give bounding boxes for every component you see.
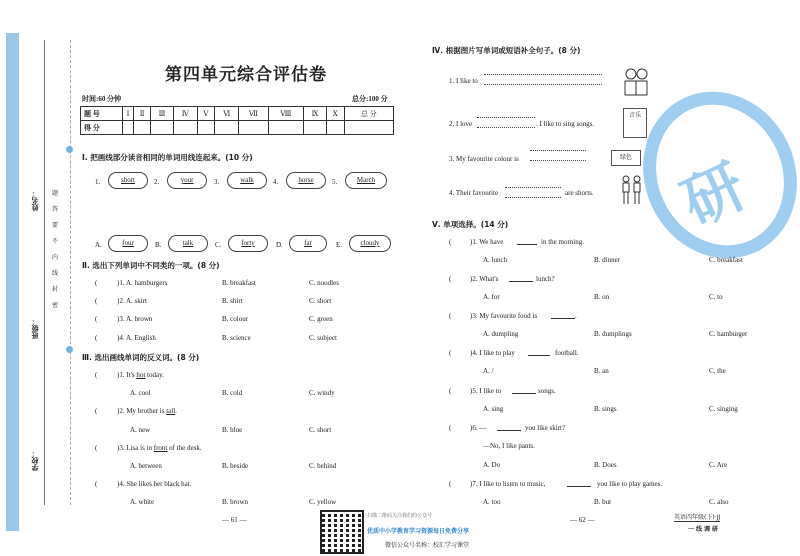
match-word-cloud[interactable]: talk xyxy=(168,235,208,252)
match-word-cloud[interactable]: forty xyxy=(228,235,268,252)
option-a: A. cool xyxy=(130,389,151,397)
match-num: 4. xyxy=(273,178,279,186)
match-letter: B. xyxy=(155,241,162,249)
answer-paren[interactable]: ( xyxy=(449,275,452,283)
total-label: 总分:100 分 xyxy=(352,95,388,103)
question-text: )2. What's xyxy=(470,275,499,283)
option-c: C. short xyxy=(309,297,332,305)
option-c: C. singing xyxy=(709,405,738,413)
answer-blank[interactable] xyxy=(567,478,591,487)
answer-paren[interactable]: ( xyxy=(95,371,98,379)
green-card-picture: 绿色 xyxy=(611,150,641,166)
option-c: C. the xyxy=(709,367,726,375)
q4-4-blank[interactable] xyxy=(505,187,561,198)
option-a: A. / xyxy=(483,367,494,375)
question-text: )2. My brother is tall. xyxy=(117,407,177,415)
answer-paren[interactable]: ( xyxy=(95,334,98,342)
option-b: B. dumplings xyxy=(594,330,632,338)
page-title: 第四单元综合评估卷 xyxy=(165,65,327,85)
name-label: 姓名： xyxy=(31,190,39,211)
q4-4-text: 4. Their favourite xyxy=(449,189,499,197)
score-table xyxy=(80,106,394,135)
option-b: B. dinner xyxy=(594,256,621,264)
answer-paren[interactable]: ( xyxy=(95,297,98,305)
score-header: Ⅷ xyxy=(268,107,303,121)
match-word-cloud[interactable]: four xyxy=(108,235,148,252)
seal-char: 答 xyxy=(52,207,59,213)
seal-char: 要 xyxy=(52,223,59,229)
question-text-b: . xyxy=(575,312,577,320)
answer-paren[interactable]: ( xyxy=(95,407,98,415)
option-c: C. also xyxy=(709,498,729,506)
seal-char: 封 xyxy=(52,287,59,293)
research-stamp: 研 xyxy=(616,66,800,283)
match-num: 3. xyxy=(214,178,220,186)
option-a: A. new xyxy=(130,426,151,434)
q4-3-blank[interactable] xyxy=(530,150,586,161)
bullet-dot xyxy=(66,346,73,353)
answer-paren[interactable]: ( xyxy=(449,238,452,246)
wechat-text: 微信公众号名称：校汇学习课堂 xyxy=(385,542,470,549)
question-text: )6. — xyxy=(470,424,487,432)
option-b: B. blue xyxy=(222,426,243,434)
match-word-cloud[interactable]: cloudy xyxy=(349,235,391,252)
option-b: B. but xyxy=(594,498,612,506)
answer-paren[interactable]: ( xyxy=(95,480,98,488)
option-b: B. an xyxy=(594,367,609,375)
answer-paren[interactable]: ( xyxy=(95,315,98,323)
class-label: 班级： xyxy=(31,318,39,339)
answer-paren[interactable]: ( xyxy=(449,349,452,357)
question-text-b: songs. xyxy=(538,387,556,395)
scan-text: 扫描二维码关注我们的公众号 xyxy=(367,513,433,519)
seal-char: 题 xyxy=(52,191,59,197)
question-text: )3. Lisa is in front of the desk. xyxy=(117,444,202,452)
q4-3-text: 3. My favourite colour is xyxy=(449,155,519,163)
question-text: )1. We have xyxy=(470,238,504,246)
score-header: 总 分 xyxy=(344,107,393,121)
match-num: 5. xyxy=(332,178,338,186)
option-b: B. sings xyxy=(594,405,617,413)
seal-char: 线 xyxy=(52,271,59,277)
score-cell[interactable] xyxy=(215,121,239,135)
question-text: )4. She likes her black hat. xyxy=(117,480,192,488)
option-b: B. breakfast xyxy=(222,279,256,287)
score-cell[interactable] xyxy=(173,121,197,135)
option-c: C. subject xyxy=(309,334,337,342)
section-1-heading: Ⅰ. 把画线部分读音相同的单词用线连起来。(10 分) xyxy=(82,153,253,162)
option-a: A. Do xyxy=(483,461,501,469)
option-a: A. between xyxy=(130,462,162,470)
seal-char: 不 xyxy=(52,239,59,245)
match-word-cloud[interactable]: your xyxy=(167,172,207,189)
match-word-cloud[interactable]: walk xyxy=(227,172,267,189)
score-cell[interactable] xyxy=(304,121,327,135)
option-c: C. short xyxy=(309,426,332,434)
qr-code[interactable] xyxy=(320,510,364,554)
option-c: C. hamburger xyxy=(709,330,748,338)
option-b: B. science xyxy=(222,334,251,342)
q4-4-text-b: are shorts. xyxy=(565,189,594,197)
section-3-heading: Ⅲ. 选出画线单词的反义词。(8 分) xyxy=(82,353,200,362)
score-row-label: 得 分 xyxy=(81,121,123,135)
bullet-dot xyxy=(66,146,73,153)
section-2-heading: Ⅱ. 选出下列单词中不同类的一项。(8 分) xyxy=(82,261,220,270)
answer-blank[interactable] xyxy=(517,236,537,245)
question-text-b: lunch? xyxy=(536,275,555,283)
option-b: B. cold xyxy=(222,389,243,397)
question-text-b: you like to play games. xyxy=(597,480,663,488)
binding-strip xyxy=(6,33,19,531)
seal-char: 内 xyxy=(52,255,59,261)
music-book-picture: 音乐 xyxy=(623,108,647,138)
option-c: C. windy xyxy=(309,389,335,397)
children-reading-picture xyxy=(622,66,650,100)
question-text-b: football. xyxy=(555,349,579,357)
score-header: 题 号 xyxy=(81,107,123,121)
question-text: )7. I like to listen to music, xyxy=(470,480,546,488)
answer-paren[interactable]: ( xyxy=(449,480,452,488)
score-header: Ⅴ xyxy=(197,107,215,121)
q4-2-text: 2. I love xyxy=(449,120,473,128)
score-header: Ⅵ xyxy=(215,107,239,121)
option-a: A. dumpling xyxy=(483,330,519,338)
score-cell[interactable] xyxy=(344,121,393,135)
answer-blank[interactable] xyxy=(497,422,521,431)
score-cell[interactable] xyxy=(151,121,174,135)
match-num: 1. xyxy=(95,178,101,186)
question-text: )5. I like to xyxy=(470,387,502,395)
score-header: Ⅸ xyxy=(304,107,327,121)
answer-blank[interactable] xyxy=(509,273,533,282)
match-num: 2. xyxy=(154,178,160,186)
option-b: B. Does xyxy=(594,461,617,469)
q4-2-blank[interactable] xyxy=(477,117,535,128)
score-cell[interactable] xyxy=(268,121,303,135)
answer-paren[interactable]: ( xyxy=(95,279,98,287)
binding-line xyxy=(44,40,45,505)
answer-paren[interactable]: ( xyxy=(449,424,452,432)
option-c: C. Are xyxy=(709,461,728,469)
option-a: A. lunch xyxy=(483,256,508,264)
option-b: B. on xyxy=(594,293,610,301)
score-cell[interactable] xyxy=(134,121,151,135)
match-word-cloud[interactable]: March xyxy=(345,172,387,189)
option-a: A. white xyxy=(130,498,155,506)
school-label: 学校： xyxy=(31,450,39,471)
score-header: Ⅲ xyxy=(151,107,174,121)
section-4-heading: Ⅳ. 根据图片写单词或短语补全句子。(8 分) xyxy=(432,46,581,55)
score-header: Ⅶ xyxy=(239,107,269,121)
match-letter: D. xyxy=(276,241,283,249)
promo-text: 优质中小学教育学习资源每日免费分享 xyxy=(367,528,470,535)
answer-blank[interactable] xyxy=(528,347,550,356)
score-header: Ⅹ xyxy=(326,107,344,121)
series-label-2: 一线调研 xyxy=(688,526,721,533)
q4-1-blank[interactable] xyxy=(484,74,602,85)
seal-char: 密 xyxy=(52,303,59,309)
answer-paren[interactable]: ( xyxy=(449,387,452,395)
answer-blank[interactable] xyxy=(512,385,536,394)
option-c: C. noodles xyxy=(309,279,339,287)
section-5-heading: Ⅴ. 单项选择。(14 分) xyxy=(432,220,509,229)
option-c: C. behind xyxy=(309,462,337,470)
option-a: A. too xyxy=(483,498,501,506)
option-a: )1. A. hamburgers xyxy=(117,279,168,287)
question-text: )4. I like to play xyxy=(470,349,515,357)
series-label: 英语四年级(下)·JJ xyxy=(674,514,721,521)
score-header: Ⅱ xyxy=(134,107,151,121)
option-a: A. sing xyxy=(483,405,504,413)
match-word-cloud[interactable]: far xyxy=(289,235,327,252)
match-word-cloud[interactable]: short xyxy=(108,172,148,189)
time-label: 时间:60 分钟 xyxy=(82,95,122,103)
option-a: )4. A. English xyxy=(117,334,156,342)
q4-2-text-b: . I like to sing songs. xyxy=(536,120,595,128)
option-c: C. green xyxy=(309,315,333,323)
option-b: B. colour xyxy=(222,315,249,323)
match-letter: A. xyxy=(95,241,102,249)
score-cell[interactable] xyxy=(197,121,215,135)
children-shorts-picture xyxy=(620,174,644,208)
dialogue-reply: —No, I like pants. xyxy=(483,442,535,450)
answer-blank[interactable] xyxy=(551,310,575,319)
score-header: Ⅳ xyxy=(173,107,197,121)
option-c: C. yellow xyxy=(309,498,337,506)
score-header: Ⅰ xyxy=(123,107,134,121)
question-text-b: in the morning. xyxy=(541,238,584,246)
score-cell[interactable] xyxy=(123,121,134,135)
seal-line xyxy=(70,40,71,505)
option-b: B. beside xyxy=(222,462,249,470)
score-cell[interactable] xyxy=(239,121,269,135)
match-letter: C. xyxy=(215,241,222,249)
page-number-right: — 62 — xyxy=(570,516,595,524)
option-a: A. for xyxy=(483,293,500,301)
option-b: B. shirt xyxy=(222,297,243,305)
question-text: )3. My favourite food is xyxy=(470,312,538,320)
option-a: )2. A. skirt xyxy=(117,297,147,305)
answer-paren[interactable]: ( xyxy=(95,444,98,452)
option-c: C. breakfast xyxy=(709,256,743,264)
page-number-left: — 61 — xyxy=(222,516,247,524)
option-c: C. to xyxy=(709,293,723,301)
option-a: )3. A. brown xyxy=(117,315,153,323)
match-word-cloud[interactable]: horse xyxy=(286,172,326,189)
match-letter: E. xyxy=(336,241,343,249)
q4-1-text: 1. I like to xyxy=(449,77,478,85)
score-cell[interactable] xyxy=(326,121,344,135)
question-text-b: you like skirt? xyxy=(525,424,566,432)
option-b: B. brown xyxy=(222,498,249,506)
question-text: )1. It's hot today. xyxy=(117,371,164,379)
answer-paren[interactable]: ( xyxy=(449,312,452,320)
